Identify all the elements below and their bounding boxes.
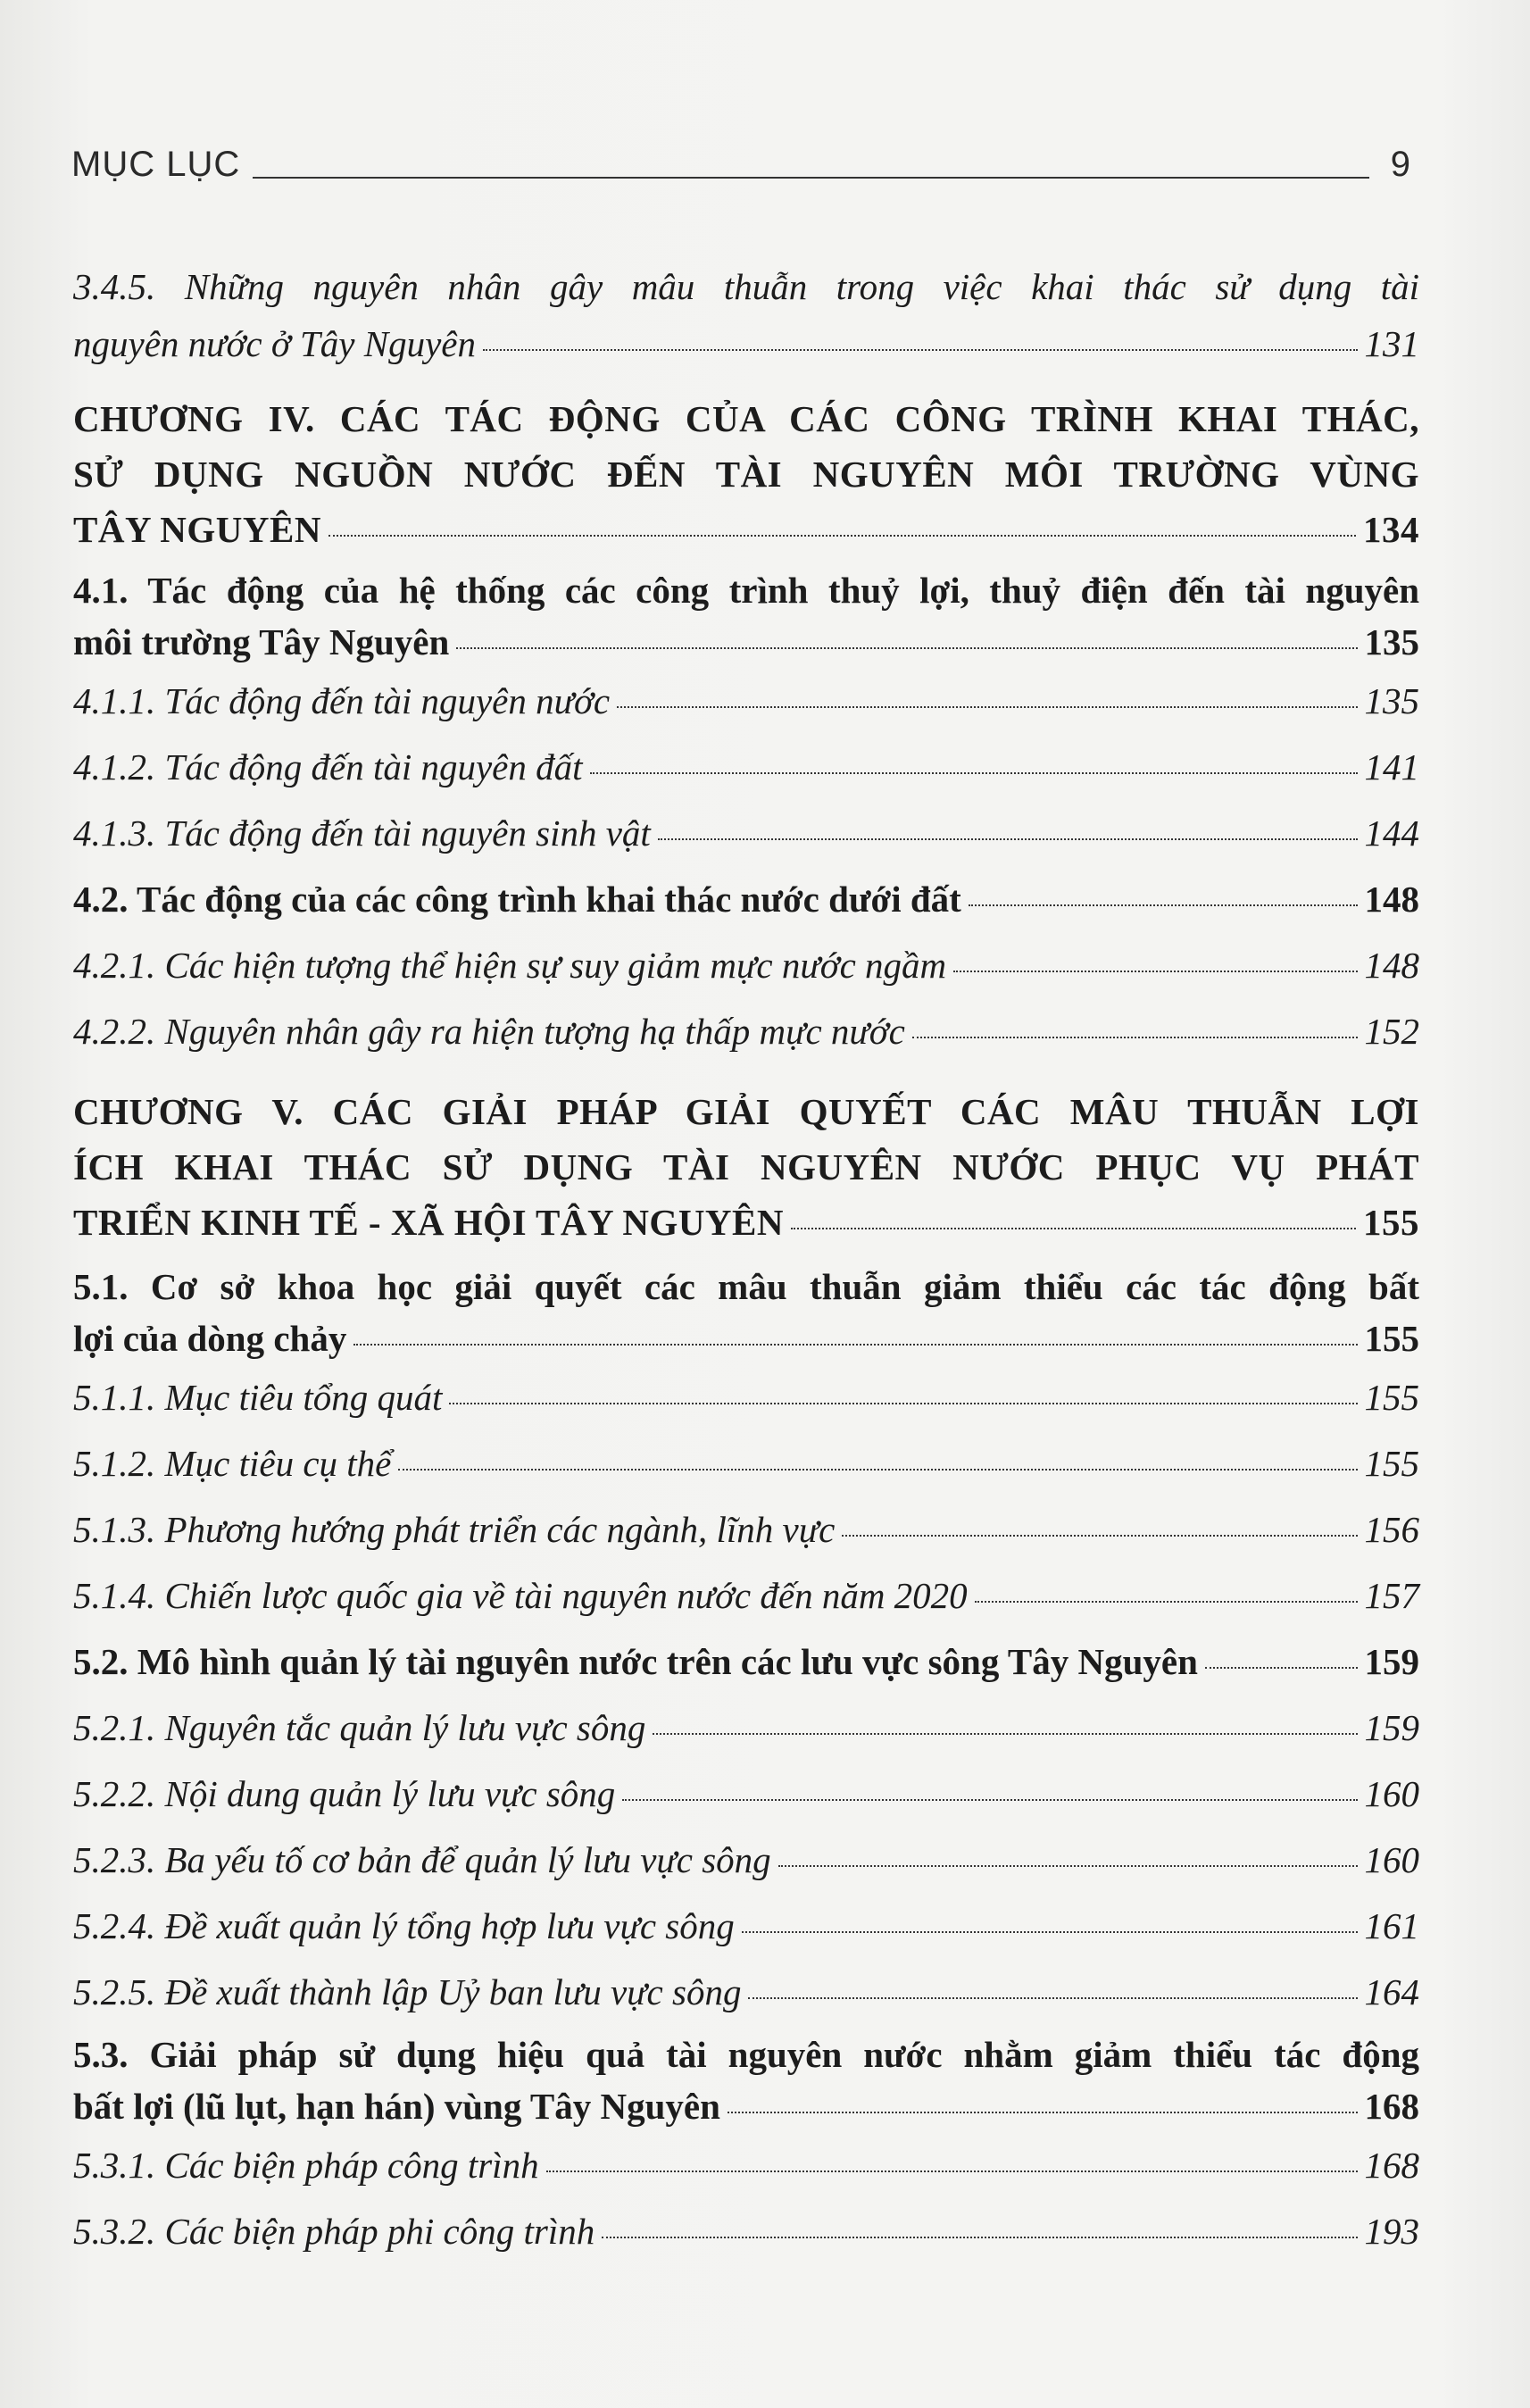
dot-leader <box>778 1865 1358 1867</box>
toc-page-number: 161 <box>1364 1905 1419 1946</box>
toc-entry-text: TRIỂN KINH TẾ - XÃ HỘI TÂY NGUYÊN <box>73 1202 785 1243</box>
toc-entry-text: 5.1.4. Chiến lược quốc gia về tài nguyên nước đến năm 2020 <box>73 1575 968 1616</box>
toc-section-5-2[interactable] <box>73 1629 1419 1695</box>
toc-page-number: 155 <box>1364 1377 1419 1418</box>
dot-leader <box>969 904 1358 906</box>
toc-entry-5-1-3[interactable] <box>73 1496 1419 1562</box>
dot-leader <box>622 1799 1357 1801</box>
toc-entry-text: 4.2.2. Nguyên nhân gây ra hiện tượng hạ thấp mực nước <box>73 1011 905 1052</box>
toc-entry-text: 5.2.3. Ba yếu tố cơ bản để quản lý lưu vực sông <box>73 1839 771 1880</box>
toc-entry-text: bất lợi (lũ lụt, hạn hán) vùng Tây Nguyên <box>73 2086 720 2127</box>
page-number: 9 <box>1390 145 1410 184</box>
toc-page-number: 159 <box>1364 1707 1419 1748</box>
toc-entry-5-1-2[interactable] <box>73 1430 1419 1496</box>
dot-leader <box>728 2112 1358 2113</box>
header-title: MỤC LỤC <box>71 145 241 184</box>
toc-entry-text: 5.1.1. Mục tiêu tổng quát <box>73 1377 443 1418</box>
toc-page-number: 134 <box>1363 509 1419 550</box>
toc-section-5-3[interactable] <box>73 2029 1419 2132</box>
toc-entry-text: CHƯƠNG IV. CÁC TÁC ĐỘNG CỦA CÁC CÔNG TRÌNH KHAI THÁC, <box>73 398 1419 439</box>
dot-leader <box>328 535 1356 537</box>
toc-section-4-2[interactable] <box>73 866 1419 932</box>
toc-entry-4-2-2[interactable] <box>73 998 1419 1064</box>
toc-section-5-1[interactable] <box>73 1261 1419 1364</box>
toc-entry-text: 5.2.4. Đề xuất quản lý tổng hợp lưu vực sông <box>73 1905 735 1946</box>
toc-entry-text: 4.1.2. Tác động đến tài nguyên đất <box>73 746 583 787</box>
toc-entry-text: 5.1. Cơ sở khoa học giải quyết các mâu thuẫn giảm thiểu các tác động bất <box>73 1266 1419 1307</box>
toc-page-number: 135 <box>1364 680 1419 721</box>
toc-chapter-5[interactable] <box>73 1084 1419 1250</box>
toc-entry-4-1-3[interactable] <box>73 800 1419 866</box>
dot-leader <box>353 1344 1357 1346</box>
header-rule <box>253 177 1369 179</box>
toc-entry-4-1-2[interactable] <box>73 734 1419 800</box>
toc-entry-text: lợi của dòng chảy <box>73 1318 347 1359</box>
toc-page-number: 160 <box>1364 1773 1419 1814</box>
toc-entry-text: 5.3.1. Các biện pháp công trình <box>73 2145 539 2186</box>
toc-page-number: 152 <box>1364 1011 1419 1052</box>
toc-entry-text: môi trường Tây Nguyên <box>73 621 450 662</box>
toc-entry-text: 3.4.5. Những nguyên nhân gây mâu thuẫn trong việc khai thác sử dụng tài <box>73 266 1419 307</box>
toc-entry-text: ÍCH KHAI THÁC SỬ DỤNG TÀI NGUYÊN NƯỚC PHỤC VỤ PHÁT <box>73 1146 1419 1187</box>
toc-page-number: 131 <box>1364 323 1419 364</box>
toc-entry-text: 5.3.2. Các biện pháp phi công trình <box>73 2211 595 2252</box>
toc-page-number: 159 <box>1364 1641 1419 1682</box>
toc-page-number: 168 <box>1364 2145 1419 2186</box>
toc-entry-5-2-3[interactable] <box>73 1827 1419 1893</box>
toc-page-number: 144 <box>1364 812 1419 854</box>
toc-entry-text: 5.2.5. Đề xuất thành lập Uỷ ban lưu vực sông <box>73 1971 742 2012</box>
toc-entry-5-2-2[interactable] <box>73 1761 1419 1827</box>
dot-leader <box>456 647 1357 649</box>
dot-leader <box>748 1997 1357 1999</box>
toc-entry-text: 5.2.2. Nội dung quản lý lưu vực sông <box>73 1773 616 1814</box>
dot-leader <box>617 706 1357 708</box>
toc-entry-text: SỬ DỤNG NGUỒN NƯỚC ĐẾN TÀI NGUYÊN MÔI TRƯỜNG VÙNG <box>73 454 1419 495</box>
dot-leader <box>398 1469 1357 1471</box>
toc-entry-text: 5.3. Giải pháp sử dụng hiệu quả tài nguyên nước nhằm giảm thiểu tác động <box>73 2034 1419 2075</box>
dot-leader <box>791 1228 1356 1229</box>
dot-leader <box>912 1037 1358 1038</box>
toc-page-number: 141 <box>1364 746 1419 787</box>
toc-entry-text: 4.1.1. Tác động đến tài nguyên nước <box>73 680 611 721</box>
toc-entry-5-3-1[interactable] <box>73 2132 1419 2198</box>
toc-entry-5-2-5[interactable] <box>73 1959 1419 2025</box>
toc-entry-text: 4.1.3. Tác động đến tài nguyên sinh vật <box>73 812 651 854</box>
dot-leader <box>953 971 1357 972</box>
toc-entry-5-3-2[interactable] <box>73 2198 1419 2264</box>
toc-page-number: 155 <box>1364 1318 1419 1359</box>
toc-page-number: 160 <box>1364 1839 1419 1880</box>
toc-entry-4-1-1[interactable] <box>73 668 1419 734</box>
toc-entry-3-4-5[interactable] <box>73 259 1419 373</box>
toc-page-number: 148 <box>1364 879 1419 920</box>
toc-entry-text: 4.1. Tác động của hệ thống các công trình thuỷ lợi, thuỷ điện đến tài nguyên <box>73 570 1419 611</box>
toc-entry-text: 5.2.1. Nguyên tắc quản lý lưu vực sông <box>73 1707 646 1748</box>
dot-leader <box>602 2237 1357 2238</box>
toc-entry-text: nguyên nước ở Tây Nguyên <box>73 323 476 364</box>
toc-entry-5-2-1[interactable] <box>73 1695 1419 1761</box>
toc-page-number: 193 <box>1364 2211 1419 2252</box>
table-of-contents <box>73 259 1419 2264</box>
dot-leader <box>449 1403 1357 1404</box>
dot-leader <box>653 1733 1357 1735</box>
toc-page-number: 168 <box>1364 2086 1419 2127</box>
toc-page-number: 164 <box>1364 1971 1419 2012</box>
dot-leader <box>590 772 1358 774</box>
toc-section-4-1[interactable] <box>73 564 1419 668</box>
toc-entry-text: 4.2. Tác động của các công trình khai thác nước dưới đất <box>73 879 961 920</box>
toc-entry-text: 5.1.2. Mục tiêu cụ thể <box>73 1443 392 1484</box>
toc-page-number: 135 <box>1364 621 1419 662</box>
toc-page-number: 155 <box>1363 1202 1419 1243</box>
toc-entry-4-2-1[interactable] <box>73 932 1419 998</box>
toc-page-number: 156 <box>1364 1509 1419 1550</box>
toc-page-number: 157 <box>1364 1575 1419 1616</box>
toc-chapter-4[interactable] <box>73 391 1419 557</box>
dot-leader <box>975 1601 1358 1603</box>
toc-entry-text: 5.2. Mô hình quản lý tài nguyên nước trên các lưu vực sông Tây Nguyên <box>73 1641 1198 1682</box>
dot-leader <box>742 1931 1358 1933</box>
toc-entry-text: 5.1.3. Phương hướng phát triển các ngành, lĩnh vực <box>73 1509 836 1550</box>
toc-entry-5-1-1[interactable] <box>73 1364 1419 1430</box>
toc-entry-text: TÂY NGUYÊN <box>73 509 321 550</box>
toc-entry-5-2-4[interactable] <box>73 1893 1419 1959</box>
dot-leader <box>483 349 1358 351</box>
running-header <box>71 132 1410 182</box>
dot-leader <box>842 1535 1357 1537</box>
toc-entry-text: CHƯƠNG V. CÁC GIẢI PHÁP GIẢI QUYẾT CÁC MÂU THUẪN LỢI <box>73 1091 1419 1132</box>
toc-page-number: 155 <box>1364 1443 1419 1484</box>
dot-leader <box>658 838 1358 840</box>
dot-leader <box>1205 1667 1358 1669</box>
toc-entry-text: 4.2.1. Các hiện tượng thể hiện sự suy giảm mực nước ngầm <box>73 945 947 986</box>
toc-entry-5-1-4[interactable] <box>73 1562 1419 1629</box>
dot-leader <box>546 2171 1358 2172</box>
toc-page-number: 148 <box>1364 945 1419 986</box>
